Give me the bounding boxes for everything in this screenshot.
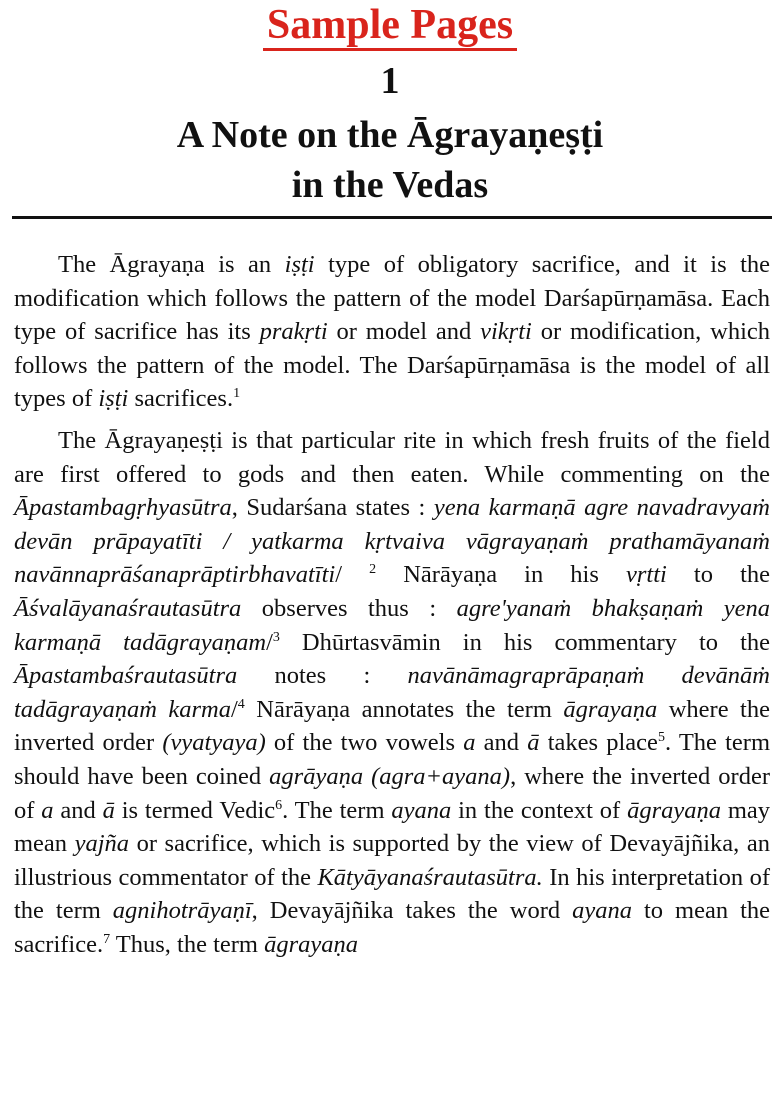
text-run: type of obligatory sacrifice, and it is the modification which follows the pattern of the model Darśapūrṇamāsa. Each type of sacrifice has its: [14, 251, 770, 346]
text-run: notes :: [237, 662, 408, 690]
footnote-marker: 2: [369, 562, 377, 578]
text-run: . The term should have been coined: [14, 729, 771, 790]
italic-term: Kātyāyanaśrautasūtra.: [317, 863, 543, 891]
body-text: [14, 248, 770, 969]
paragraph-2: [14, 424, 770, 962]
text-run: where the inverted order: [14, 695, 770, 757]
text-run: or model and: [327, 318, 481, 346]
italic-term: a: [463, 729, 476, 757]
text-run: /: [335, 561, 370, 589]
text-run: is termed Vedic: [114, 796, 276, 824]
chapter-title-line-2: in the Vedas: [291, 164, 489, 206]
text-run: to mean the sacrifice.: [14, 897, 770, 958]
italic-term: ayana: [572, 897, 632, 925]
italic-quote: navānāmagraprāpaṇaṁ devānāṁ tadāgrayaṇaṁ karma: [14, 662, 770, 723]
italic-quote: agre'yanaṁ bhakṣaṇaṁ yena karmaṇā tadāgrayaṇam: [14, 594, 770, 656]
text-run: observes thus :: [241, 594, 457, 622]
text-run: /: [230, 695, 238, 723]
italic-term: prakṛti: [259, 318, 328, 346]
italic-term: ayana: [391, 796, 452, 824]
text-run: and: [53, 796, 103, 824]
text-run: Thus, the term: [110, 930, 265, 958]
italic-term: agrāyaṇa (agra+ayana): [269, 762, 511, 790]
italic-term: ā: [102, 796, 115, 824]
footnote-marker: 4: [237, 696, 245, 712]
text-run: in the context of: [451, 796, 628, 824]
text-run: or sacrifice, which is supported by the view of Devayājñika, an illustrious commentator of the: [14, 830, 770, 891]
text-run: Nārāyaṇa annotates the term: [244, 695, 564, 723]
italic-term: vṛtti: [626, 561, 667, 589]
italic-term: yajña: [74, 830, 130, 858]
text-run: of the two vowels: [265, 729, 464, 757]
italic-term: iṣṭi: [98, 385, 129, 413]
italic-term: āgrayaṇa: [264, 930, 359, 958]
italic-term: Āśvalāyanaśrautasūtra: [14, 594, 242, 622]
text-run: and: [475, 729, 528, 757]
chapter-title: [0, 110, 780, 210]
italic-term: iṣṭi: [284, 251, 315, 278]
footnote-marker: 7: [103, 931, 111, 947]
footnote-marker: 6: [275, 797, 283, 813]
italic-term: (vyatyaya): [162, 729, 266, 757]
text-run: to the: [666, 561, 771, 589]
italic-term: ā: [527, 729, 540, 757]
footnote-marker: 5: [657, 730, 665, 746]
text-run: . The term: [282, 796, 392, 824]
chapter-number: 1: [380, 60, 400, 102]
text-run: /: [266, 628, 273, 656]
text-run: The Āgrayaṇeṣṭi is that particular rite in which fresh fruits of the field are first offered to gods and then eaten. While commenting on the: [14, 426, 770, 488]
footnote-marker: 1: [233, 386, 241, 402]
text-run: or modification, which follows the pattern of the model. The Darśapūrṇamāsa is the model of all types of: [14, 318, 770, 413]
sample-pages-heading: Sample Pages: [263, 2, 517, 51]
text-run: The Āgrayaṇa is an: [58, 251, 285, 278]
text-run: takes place: [539, 729, 658, 757]
chapter-title-line-1: A Note on the Āgrayaṇeṣṭi: [176, 114, 604, 156]
italic-term: Āpastambagṛhyasūtra: [14, 494, 232, 522]
text-run: In his interpretation of the term: [14, 863, 770, 925]
footnote-marker: 3: [272, 629, 280, 645]
text-run: Dhūrtasvāmin in his commentary to the: [279, 628, 770, 656]
paragraph-1: [14, 248, 770, 416]
title-divider: [12, 216, 772, 219]
text-run: Nārāyaṇa in his: [376, 561, 626, 589]
sample-pages-banner: [0, 2, 780, 51]
text-run: , Devayājñika takes the word: [251, 897, 573, 925]
text-run: , where the inverted order of: [14, 762, 770, 824]
text-run: sacrifices.: [128, 385, 234, 413]
italic-term: Āpastambaśrautasūtra: [14, 662, 238, 690]
text-run: may mean: [14, 796, 771, 858]
text-run: , Sudarśana states :: [231, 494, 434, 522]
italic-term: agnihotrāyaṇī: [112, 897, 252, 925]
italic-quote: yena karmaṇā agre navadravyaṁ devān prāpayatīti / yatkarma kṛtvaiva vāgrayaṇaṁ prathamāyanaṁ navānnaprāśanaprāptirbhavatīti: [14, 494, 771, 589]
italic-term: vikṛti: [480, 318, 532, 346]
italic-term: a: [41, 796, 54, 824]
italic-term: āgrayaṇa: [563, 695, 658, 723]
italic-term: āgrayaṇa: [627, 796, 721, 824]
